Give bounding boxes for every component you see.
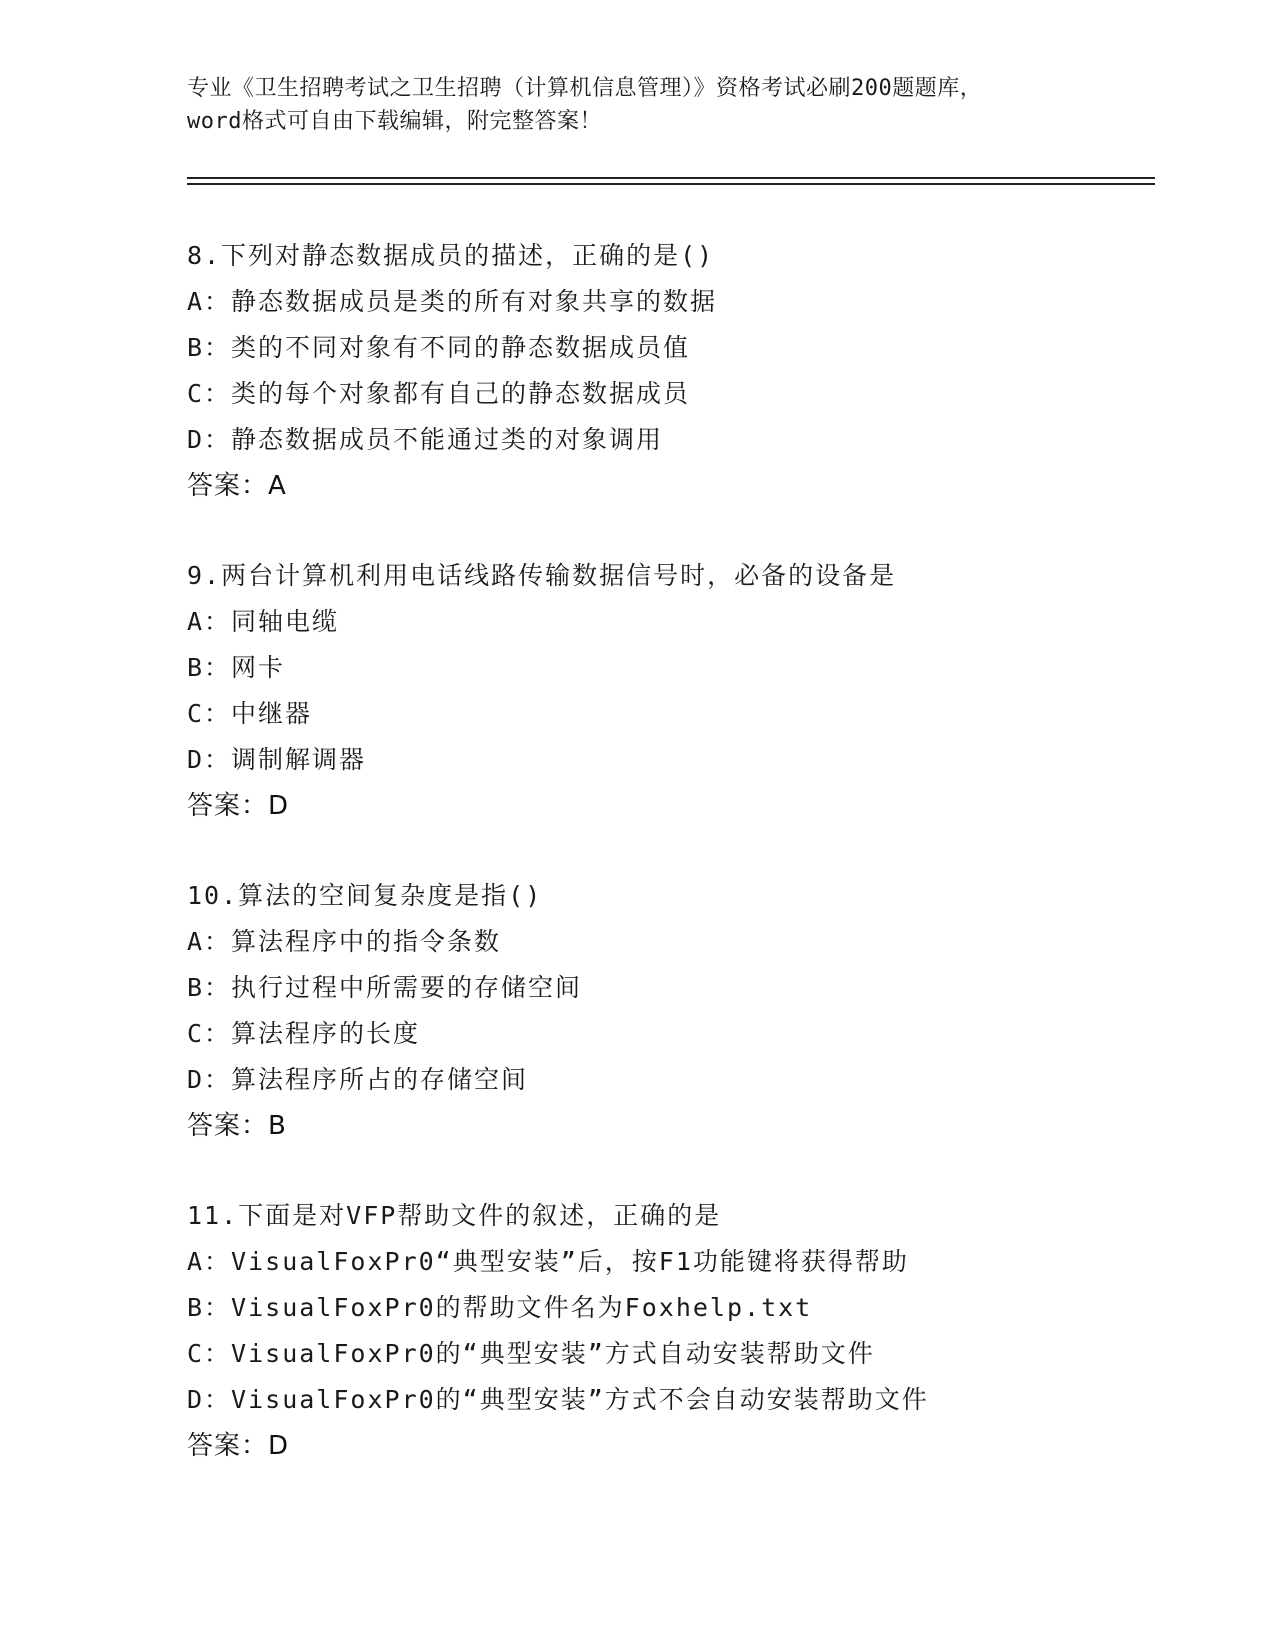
- option-d: D：静态数据成员不能通过类的对象调用: [187, 425, 664, 454]
- question-stem: 9.两台计算机利用电话线路传输数据信号时，必备的设备是: [187, 561, 897, 590]
- option-b: B：执行过程中所需要的存储空间: [187, 973, 583, 1002]
- answer: 答案：A: [187, 471, 287, 501]
- option-b: B：类的不同对象有不同的静态数据成员值: [187, 333, 691, 362]
- question-stem: 11.下面是对VFP帮助文件的叙述，正确的是: [187, 1201, 722, 1230]
- answer: 答案：D: [187, 791, 290, 821]
- option-a: A：同轴电缆: [187, 607, 340, 636]
- option-a: A：静态数据成员是类的所有对象共享的数据: [187, 287, 718, 316]
- option-c: C：中继器: [187, 699, 313, 728]
- answer: 答案：D: [187, 1431, 290, 1461]
- document-header: [187, 72, 1087, 138]
- option-d: D：调制解调器: [187, 745, 367, 774]
- option-c: C：算法程序的长度: [187, 1019, 421, 1048]
- option-b: B：VisualFoxPr0的帮助文件名为Foxhelp.txt: [187, 1293, 813, 1322]
- option-a: A：算法程序中的指令条数: [187, 927, 502, 956]
- option-d: D：VisualFoxPr0的“典型安装”方式不会自动安装帮助文件: [187, 1385, 929, 1414]
- option-c: C：类的每个对象都有自己的静态数据成员: [187, 379, 691, 408]
- option-d: D：算法程序所占的存储空间: [187, 1065, 529, 1094]
- question-8: [187, 233, 1147, 509]
- question-stem: 10.算法的空间复杂度是指(): [187, 881, 543, 910]
- option-b: B：网卡: [187, 653, 286, 682]
- answer: 答案：B: [187, 1111, 287, 1141]
- header-line-1: 专业《卫生招聘考试之卫生招聘（计算机信息管理）》资格考试必刷200题题库，: [187, 76, 983, 101]
- header-line-2: word格式可自由下载编辑，附完整答案！: [187, 109, 602, 134]
- question-10: [187, 873, 1147, 1149]
- header-divider-bottom: [187, 183, 1155, 185]
- option-a: A：VisualFoxPr0“典型安装”后，按F1功能键将获得帮助: [187, 1247, 909, 1276]
- header-divider-top: [187, 177, 1155, 179]
- question-11: [187, 1193, 1147, 1469]
- option-c: C：VisualFoxPr0的“典型安装”方式自动安装帮助文件: [187, 1339, 875, 1368]
- question-9: [187, 553, 1147, 829]
- question-stem: 8.下列对静态数据成员的描述，正确的是(): [187, 241, 715, 270]
